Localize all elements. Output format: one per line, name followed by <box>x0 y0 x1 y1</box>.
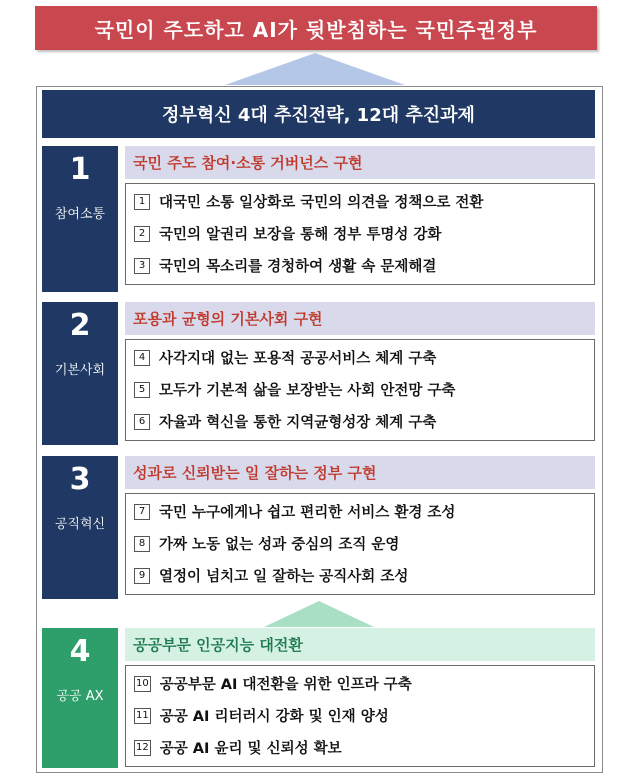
task-index: 7 <box>134 504 150 520</box>
task-text: 모두가 기본적 삶을 보장받는 사회 안전망 구축 <box>159 383 456 399</box>
task-text: 공공 AI 리터러시 강화 및 인재 양성 <box>159 709 389 725</box>
task-text: 공공 AI 윤리 및 신뢰성 확보 <box>159 741 342 757</box>
task-item <box>134 347 436 368</box>
strategy-number: 4 <box>69 634 91 669</box>
task-index: 12 <box>134 740 151 756</box>
strategy-title: 공공부문 인공지능 대전환 <box>125 628 595 661</box>
strategy-number: 2 <box>69 308 91 343</box>
task-index: 9 <box>134 568 150 584</box>
strategy-title: 포용과 균형의 기본사회 구현 <box>125 302 595 335</box>
task-item <box>134 411 436 432</box>
task-index: 1 <box>134 194 150 210</box>
strategy-number: 1 <box>69 152 91 187</box>
task-item <box>134 191 483 212</box>
task-text: 사각지대 없는 포용적 공공서비스 체계 구축 <box>159 351 437 367</box>
up-arrow-icon <box>264 601 374 627</box>
task-item <box>134 255 436 276</box>
task-index: 11 <box>134 708 151 724</box>
task-index: 8 <box>134 536 150 552</box>
task-index: 3 <box>134 258 150 274</box>
strategy-2 <box>42 302 595 445</box>
task-list <box>125 493 595 595</box>
task-item <box>134 737 342 758</box>
task-item <box>134 705 389 726</box>
task-index: 4 <box>134 350 150 366</box>
task-item <box>134 379 455 400</box>
strategy-number-box <box>42 456 118 599</box>
strategy-3 <box>42 456 595 599</box>
strategy-number-box <box>42 628 118 768</box>
task-item <box>134 501 455 522</box>
task-text: 대국민 소통 일상화로 국민의 의견을 정책으로 전환 <box>159 195 484 211</box>
strategy-header: 정부혁신 4대 추진전략, 12대 추진과제 <box>42 90 595 138</box>
strategy-4 <box>42 628 595 768</box>
task-text: 공공부문 AI 대전환을 위한 인프라 구축 <box>159 677 412 693</box>
strategy-number: 3 <box>69 462 91 497</box>
task-index: 2 <box>134 226 150 242</box>
up-arrow-icon <box>225 53 405 85</box>
task-item <box>134 533 399 554</box>
task-text: 국민의 목소리를 경청하여 생활 속 문제해결 <box>159 259 437 275</box>
task-text: 자율과 혁신을 통한 지역균형성장 체계 구축 <box>159 415 437 431</box>
strategy-category: 공직혁신 <box>54 517 106 532</box>
task-text: 국민 누구에게나 쉽고 편리한 서비스 환경 조성 <box>159 505 456 521</box>
strategy-category: 공공 AX <box>56 689 104 704</box>
vision-banner: 국민이 주도하고 AI가 뒷받침하는 국민주권정부 <box>35 6 597 50</box>
task-list <box>125 339 595 441</box>
task-index: 6 <box>134 414 150 430</box>
strategy-number-box <box>42 146 118 292</box>
task-index: 5 <box>134 382 150 398</box>
task-text: 가짜 노동 없는 성과 중심의 조직 운영 <box>159 537 400 553</box>
strategy-title: 성과로 신뢰받는 일 잘하는 정부 구현 <box>125 456 595 489</box>
strategy-1 <box>42 146 595 292</box>
strategy-category: 참여소통 <box>54 207 106 222</box>
task-text: 국민의 알권리 보장을 통해 정부 투명성 강화 <box>159 227 442 243</box>
task-index: 10 <box>134 676 151 692</box>
strategy-title: 국민 주도 참여·소통 거버넌스 구현 <box>125 146 595 179</box>
task-text: 열정이 넘치고 일 잘하는 공직사회 조성 <box>159 569 409 585</box>
strategy-category: 기본사회 <box>54 363 106 378</box>
task-item <box>134 673 412 694</box>
strategy-number-box <box>42 302 118 445</box>
task-item <box>134 223 441 244</box>
task-list <box>125 183 595 285</box>
task-list <box>125 665 595 767</box>
task-item <box>134 565 408 586</box>
